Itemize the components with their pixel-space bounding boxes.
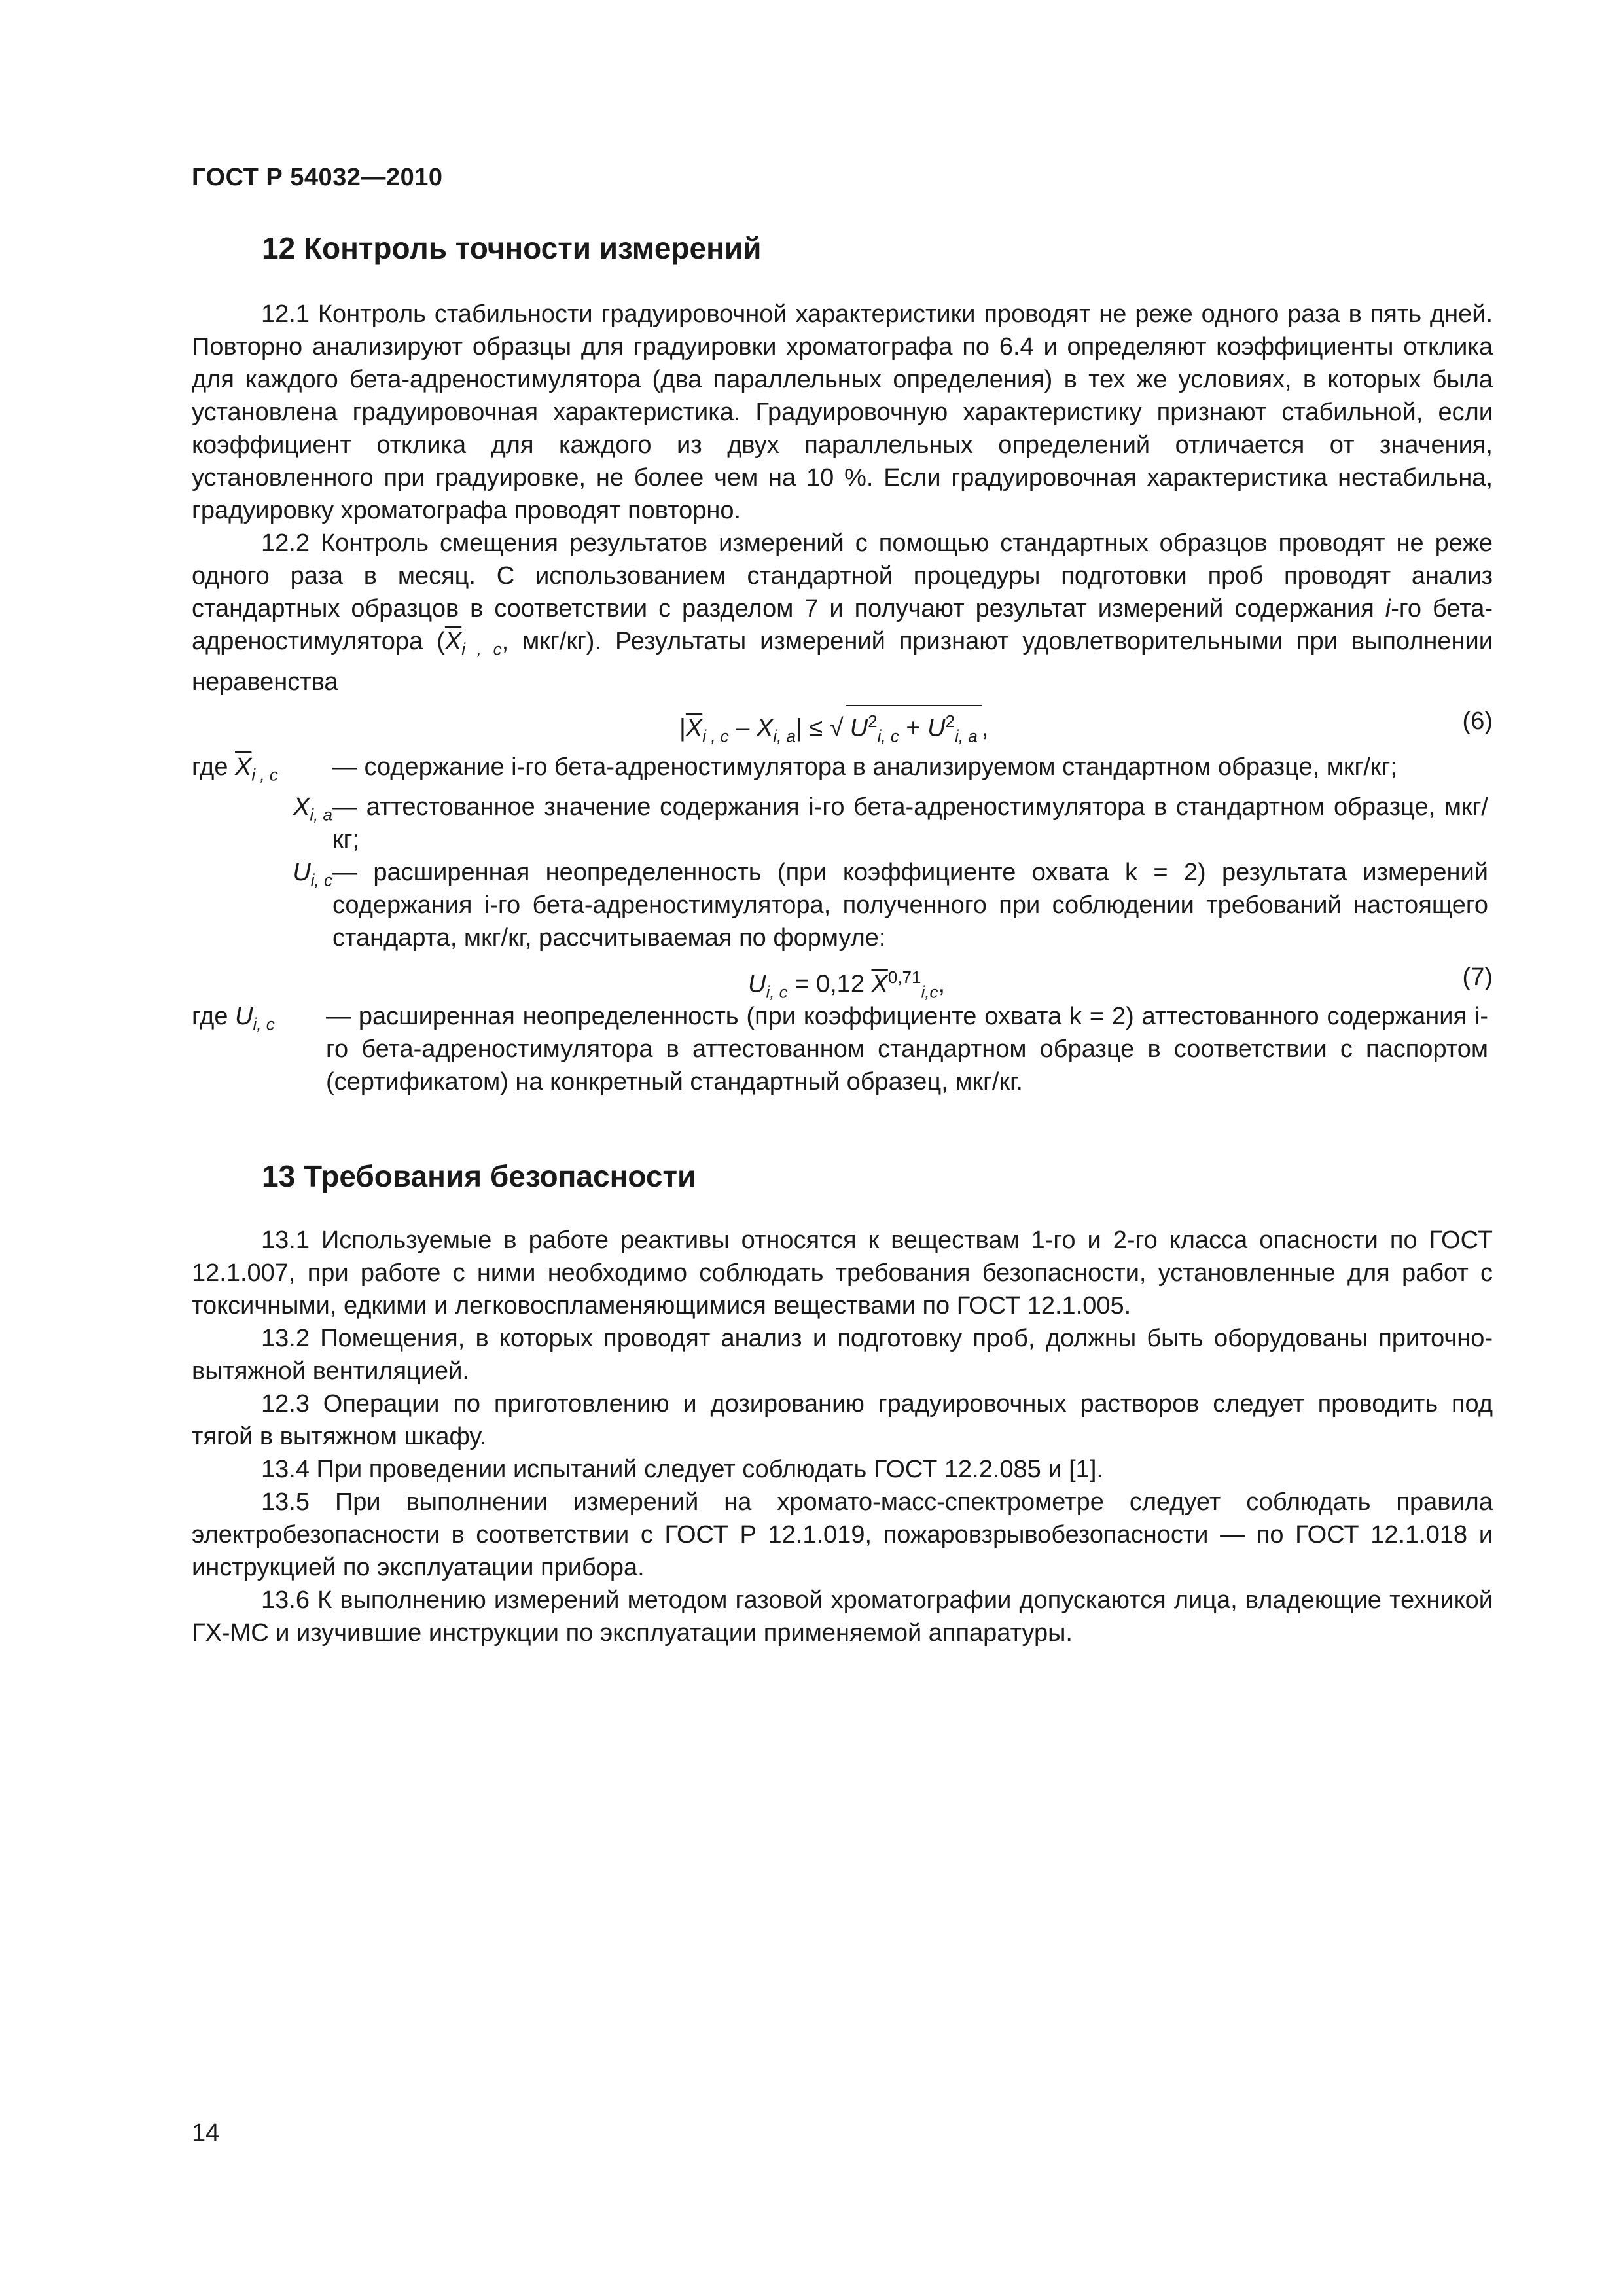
- section-13-body: [192, 1224, 1493, 1649]
- page-number: 14: [192, 2119, 220, 2147]
- formula-number: (6): [1462, 707, 1493, 735]
- paragraph-13-5: 13.5 При выполнении измерений на хромато-масс-спектрометре следует соблюдать правила электробезопасности в соответствии с ГОСТ Р 12.1.019, пожаровзрывобезопасности — по ГОСТ 12.1.018 и инструкцией по эксплуатации прибора.: [192, 1488, 1493, 1581]
- paragraph-13-1: 13.1 Используемые в работе реактивы относятся к веществам 1-го и 2-го класса опасности по ГОСТ 12.1.007, при работе с ними необходимо соблюдать требования безопасности, установленные для работ с токсичными, едкими и легковоспламеняющимися веществами по ГОСТ 12.1.005.: [192, 1227, 1493, 1319]
- formula-number: (7): [1462, 963, 1493, 992]
- sqrt-icon: √: [829, 714, 844, 742]
- definitions-list: [192, 751, 1493, 955]
- paragraph-12-2: 12.2 Контроль смещения результатов измерений с помощью стандартных образцов проводят не реже одного раза в месяц. С использованием стандартной процедуры подготовки проб проводят анализ стандартных образцов в соответствии с разделом 7 и получают результат измерений содержания i-го бета-адреностимулятора ($\overline{X}_{i , c}$, мкг/кг). Результаты измерений признают удовлетворительными при выполнении неравенства: [192, 529, 1493, 696]
- definition-item: $X_{i, a}—$ аттестованное значение содержания i-го бета-адреностимулятора в стандартном образце, мкг/кг;: [293, 793, 1488, 854]
- paragraph-12-1: 12.1 Контроль стабильности градуировочной характеристики проводят не реже одного раза в пять дней. Повторно анализируют образцы для градуировки хроматографа по 6.4 и определяют коэффициенты отклика для каждого бета-адреностимулятора (два параллельных определения) в тех же условиях, в которых была установлена градуировочная характеристика. Градуировочную характеристику признают стабильной, если коэффициент отклика для каждого из двух параллельных определений отличается от значения, установленного при градуировке, не более чем на 10 %. Если градуировочная характеристика нестабильна, градуировку хроматографа проводят повторно.: [192, 300, 1493, 524]
- paragraph-12-3: 12.3 Операции по приготовлению и дозированию градуировочных растворов следует проводить под тягой в вытяжном шкафу.: [192, 1390, 1493, 1450]
- section-12-title: 12 Контроль точности измерений: [262, 231, 762, 265]
- section-13-title: 13 Требования безопасности: [262, 1159, 696, 1193]
- paragraph-13-6: 13.6 К выполнению измерений методом газовой хроматографии допускаются лица, владеющие техникой ГХ-МС и изучившие инструкции по эксплуатации применяемой аппаратуры.: [192, 1587, 1493, 1647]
- formula-7: $U_{i, c} = 0,12$ $\overline{X}^{0,71}_{i,c}$, (7): [192, 954, 1493, 1000]
- formula-6: $|\overline{X}_{i , c} - X_{i, a}|$ ≤ √ $U^2_{i, c} + U^2_{i, a}$ , (6): [192, 698, 1493, 751]
- definition-item: где $\overline{X}_{i , c}$ — содержание i-го бета-адреностимулятора в анализируемом стандартном образце, мкг/кг;: [192, 753, 1397, 785]
- paragraph-13-4: 13.4 При проведении испытаний следует соблюдать ГОСТ 12.2.085 и [1].: [261, 1456, 1103, 1483]
- definition-item: $U_{i, c}—$ расширенная неопределенность (при коэффициенте охвата k = 2) результата измерений содержания i-го бета-адреностимулятора, полученного при соблюдении требований настоящего стандарта, мкг/кг, рассчитываемая по формуле:: [293, 859, 1488, 952]
- section-12-body: [192, 298, 1493, 1098]
- definition-item: где $U_{i, c}$ — расширенная неопределенность (при коэффициенте охвата k = 2) аттестованного содержания i-го бета-адреностимулятора в аттестованном стандартном образце в соответствии с паспортом (сертификатом) на конкретный стандартный образец, мкг/кг.: [192, 1003, 1488, 1096]
- paragraph-13-2: 13.2 Помещения, в которых проводят анализ и подготовку проб, должны быть оборудованы приточно-вытяжной вентиляцией.: [192, 1325, 1493, 1385]
- page-header: ГОСТ Р 54032—2010: [192, 164, 443, 191]
